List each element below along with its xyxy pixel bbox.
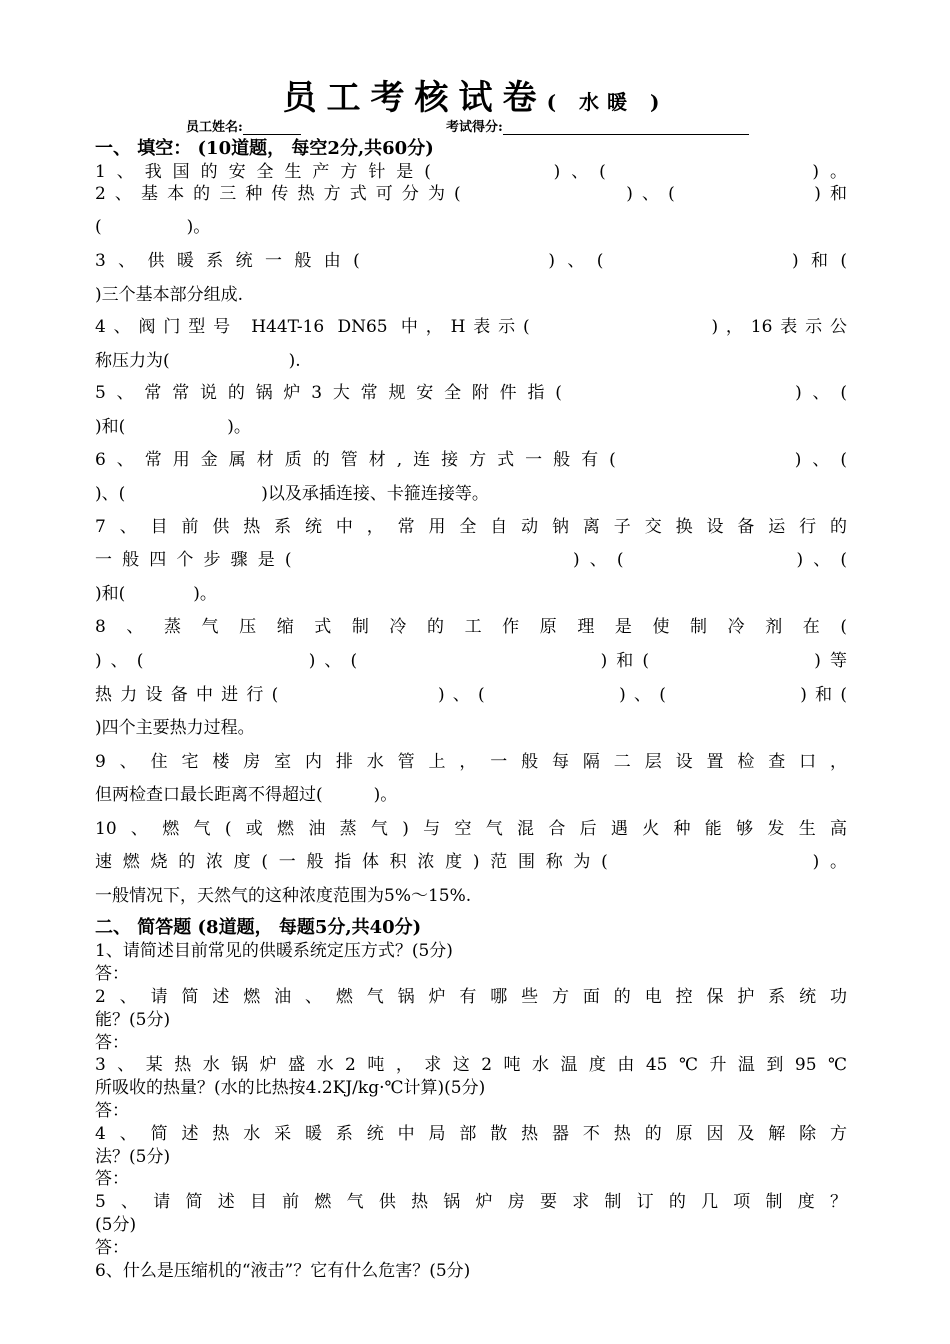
q-line: 7、目前供热系统中，常用全自动钠离子交换设备运行的 [95,517,847,537]
q-line: 2、基本的三种传热方式可分为( )、( )和 [95,184,847,204]
q-line: 8、蒸气压缩式制冷的工作原理是使制冷剂在( [95,617,847,637]
exam-score-blank[interactable] [503,120,749,135]
q-line: 所吸收的热量？(水的比热按4.2KJ/kg·℃计算)(5分) [95,1078,486,1098]
q-line: 10、燃气(或燃油蒸气)与空气混合后遇火种能够发生高 [95,819,847,839]
q-line: 一般情况下，天然气的这种浓度范围为5%～15%. [95,886,472,906]
answer-label: 答： [95,964,129,984]
q-line: 4、简述热水采暖系统中局部散热器不热的原因及解除方 [95,1124,847,1144]
q-line: )四个主要热力过程。 [95,718,255,738]
q-line: 6、常用金属材质的管材,连接方式一般有( )、( [95,450,847,470]
q-line: 9、住宅楼房室内排水管上，一般每隔二层设置检查口， [95,752,847,772]
q-line: 5、请简述目前燃气供热锅炉房要求制订的几项制度？ [95,1192,847,1212]
answer-label: 答： [95,1033,129,1053]
q-line: )三个基本部分组成. [95,285,244,305]
q-line: 一般四个步骤是( )、( )、( [95,550,847,570]
q-line: 但两检查口最长距离不得超过( )。 [95,785,398,805]
answer-label: 答： [95,1101,129,1121]
q-line: 4、阀门型号 H44T-16 DN65 中，H表示( )，16表示公 [95,317,847,337]
exam-score-field [446,116,749,135]
q-line: 热力设备中进行( )、( )、( )和( [95,685,847,705]
q-line: 5、常常说的锅炉3大常规安全附件指( )、( [95,383,847,403]
q-line: 2、请简述燃油、燃气锅炉有哪些方面的电控保护系统功 [95,987,847,1007]
q-line: 能？(5分) [95,1010,171,1030]
exam-score-label: 考试得分: [446,120,503,135]
section2-heading: 二、 简答题 (8道题， 每题5分,共40分) [95,917,422,938]
q-line: 3、供暖系统一般由( )、( )和( [95,251,847,271]
q-line: (5分) [95,1215,137,1235]
q-line: 速燃烧的浓度(一般指体积浓度)范围称为( )。 [95,852,847,872]
title-sub: ( 水暖 ) [546,90,668,114]
employee-name-label: 员工姓名: [186,120,243,135]
q-line: 法？(5分) [95,1147,171,1167]
q-line: 1、我国的安全生产方针是( )、( )。 [95,162,847,182]
exam-title [0,70,950,119]
title-main: 员工考核试卷 [282,78,547,118]
q-line: 6、什么是压缩机的“液击”？它有什么危害？(5分) [95,1261,471,1281]
q-line: 1、请简述目前常见的供暖系统定压方式？(5分) [95,941,453,961]
q-line: )和( )。 [95,584,217,604]
answer-label: 答： [95,1169,129,1189]
q-line: )和( )。 [95,417,251,437]
q-line: 3、某热水锅炉盛水2吨，求这2吨水温度由45℃升温到95℃ [95,1055,847,1075]
answer-label: 答： [95,1238,129,1258]
q-line: )、( )、( )和( )等 [95,651,847,671]
employee-name-field [186,116,301,135]
section1-heading: 一、 填空： (10道题， 每空2分,共60分) [95,138,434,159]
q-line: )、( )以及承插连接、卡箍连接等。 [95,484,489,504]
q-line: ( )。 [95,217,211,237]
q-line: 称压力为( ). [95,351,301,371]
employee-name-blank[interactable] [243,120,301,135]
